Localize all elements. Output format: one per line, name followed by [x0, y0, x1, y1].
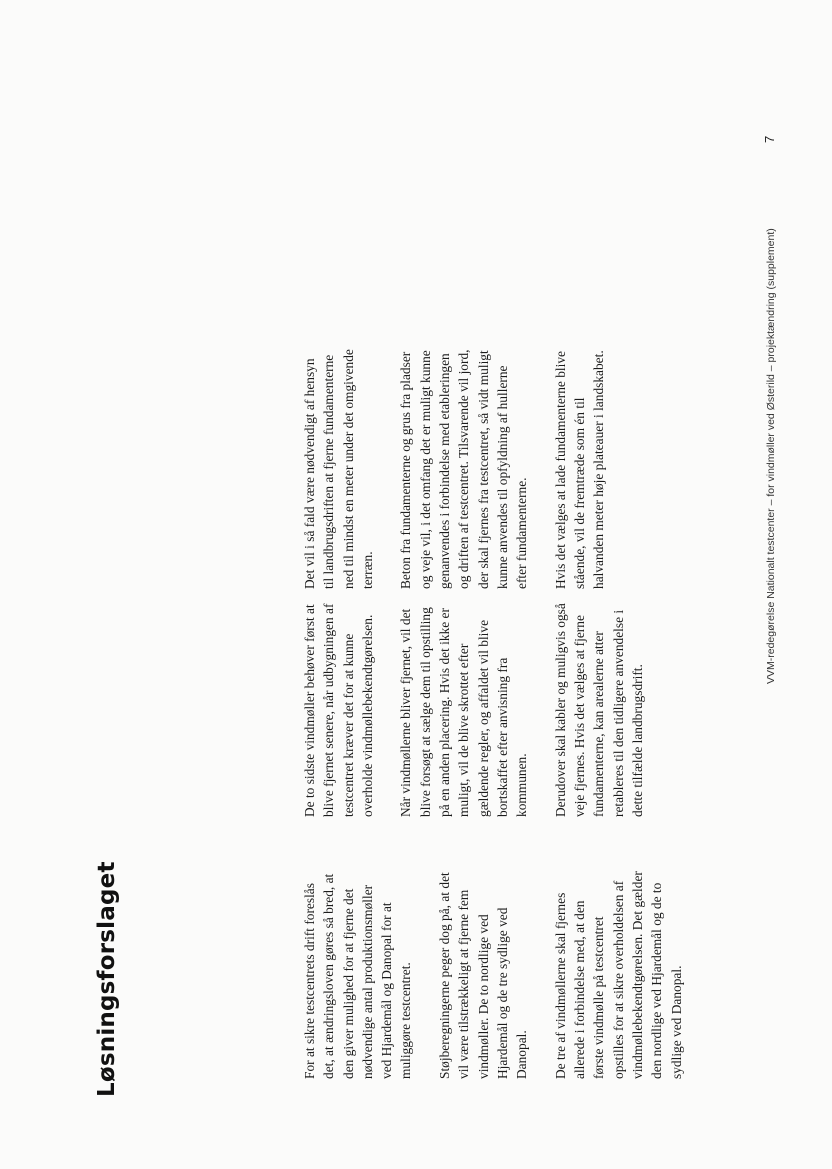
paragraph: Beton fra fundamenterne og grus fra pladser og veje vil, i det omfang det er muligt kunne genanvendes i forbindelse med etableringen og driften af testcentret. Tilsvarende vil jord, der skal fjernes fra testcentret, så vidt muligt kunne anvendes til opfyldning af hullerne efter fundamenterne.: [398, 349, 530, 589]
paragraph: De to sidste vindmøller behøver først at blive fjernet senere, når udbygningen af testcentret kræver det for at kunne overholde vindmøllebekendtgørelsen.: [302, 603, 375, 817]
paragraph: Derudover skal kabler og muligvis også veje fjernes. Hvis det vælges at fjerne fundamenterne, kan arealerne atter retableres til den tidligere anvendelse i dette tilfælde landbrugsdrift.: [552, 603, 646, 817]
text-column-2: [300, 602, 667, 817]
page-number: 7: [762, 135, 777, 143]
paragraph: De tre af vindmøllerne skal fjernes allerede i forbindelse med, at den første vindmølle på testcentret opstilles for at sikre overholdelsen af vindmøllebekendtgørelsen. Det gælder den nordlige ved Hjardemål og de to sydlige ved Danopal.: [552, 871, 684, 1079]
text-column-1: [300, 869, 705, 1079]
page-footer: VVM-redegørelse Nationalt testcenter – for vindmøller ved Østerild – projektændring (supplement): [765, 228, 777, 684]
text-column-3: [300, 349, 628, 589]
paragraph: Det vil i så fald være nødvendigt af hensyn til landbrugsdriften at fjerne fundamenterne ned til mindst en meter under det omgivende terræn.: [302, 349, 375, 589]
paragraph: Hvis det vælges at lade fundamenterne blive stående, vil de fremtræde som én til halvanden meter høje plateauer i landskabet.: [552, 350, 607, 589]
paragraph: Støjberegningerne peger dog på, at det vil være tilstrækkeligt at fjerne fem vindmøller. De to nordlige ved Hjardemål og de tre sydlige ved Danopal.: [437, 872, 530, 1079]
paragraph: For at sikre testcentrets drift foreslås det, at ændringsloven gøres så bred, at den giver mulighed for at fjerne det nødvendige antal produktionsmøller ved Hjardemål og Danopal for at muliggøre testcentret.: [302, 873, 414, 1079]
paragraph: Når vindmøllerne bliver fjernet, vil det blive forsøgt at sælge dem til opstilling på en anden placering. Hvis det ikke er muligt, vil de blive skrottet efter gældende regler, og affaldet vil blive bortskaffet efter anvisning fra kommunen.: [398, 607, 530, 817]
page-title: Løsningsforslaget: [94, 861, 120, 1097]
